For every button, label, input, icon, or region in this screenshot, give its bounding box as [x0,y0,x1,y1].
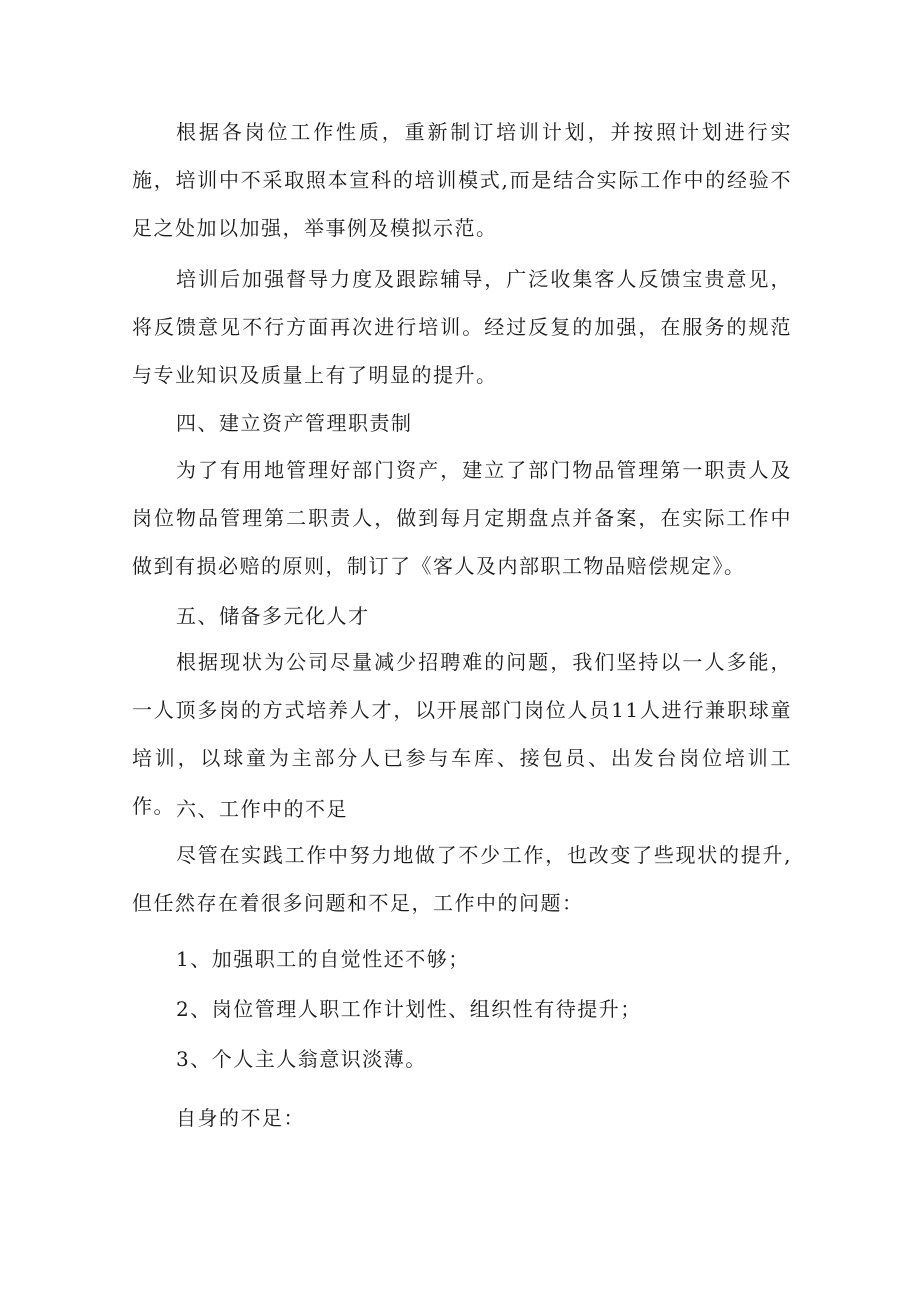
paragraph-training-plan: 根据各岗位工作性质，重新制订培训计划，并按照计划进行实施，培训中不采取照本宣科的培训模式,而是结合实际工作中的经验不足之处加以加强，举事例及模拟示范。 [132,120,792,240]
paragraph-training-followup: 培训后加强督导力度及跟踪辅导，广泛收集客人反馈宝贵意见，将反馈意见不行方面再次进行培训。经过反复的加强，在服务的规范与专业知识及质量上有了明显的提升。 [132,267,792,387]
list-item-problem-1: 1、加强职工的自觉性还不够； [176,947,470,971]
list-item-problem-3: 3、个人主人翁意识淡薄。 [176,1047,427,1071]
section-heading-asset-management: 四、建立资产管理职责制 [176,411,413,435]
paragraph-asset-management: 为了有用地管理好部门资产，建立了部门物品管理第一职责人及岗位物品管理第二职责人，做到每月定期盘点并备案，在实际工作中做到有损必赔的原则，制订了《客人及内部职工物品赔偿规定》。 [132,458,792,578]
list-item-problem-2: 2、岗位管理人职工作计划性、组织性有待提升； [176,997,642,1021]
section-heading-talent-reserve: 五、储备多元化人才 [176,604,370,628]
paragraph-talent-reserve: 根据现状为公司尽量减少招聘难的问题，我们坚持以一人多能，一人顶多岗的方式培养人才，以开展部门岗位人员11人进行兼职球童培训，以球童为主部分人已参与车库、接包员、出发台岗位培训工作。 [132,650,792,818]
paragraph-shortcomings-intro: 尽管在实践工作中努力地做了不少工作，也改变了些现状的提升,但任然存在着很多问题和不足，工作中的问题： [132,843,792,915]
paragraph-self-shortcomings: 自身的不足： [176,1106,305,1130]
section-heading-shortcomings: 六、工作中的不足 [176,797,348,821]
